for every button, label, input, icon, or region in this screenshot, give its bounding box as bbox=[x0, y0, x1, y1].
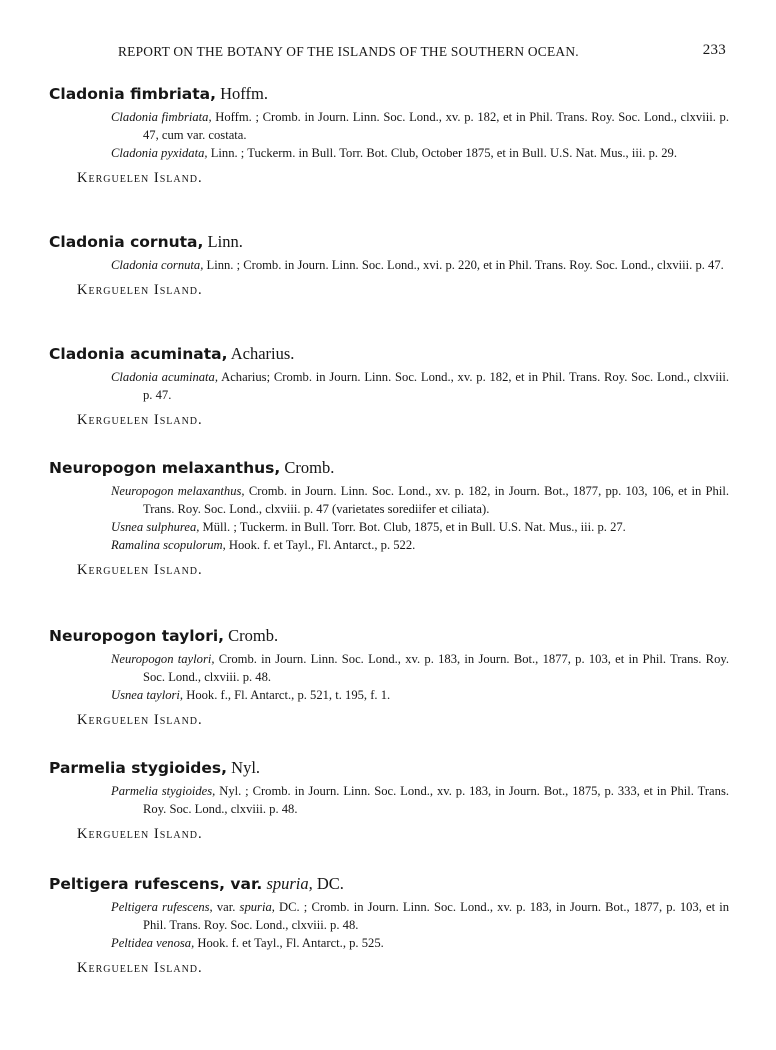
running-head bbox=[118, 44, 726, 60]
synonym bbox=[111, 518, 729, 536]
species-authority: Acharius. bbox=[230, 344, 295, 363]
synonym-citation: Linn. ; Tuckerm. in Bull. Torr. Bot. Club, October 1875, et in Bull. U.S. Nat. Mus., iii. p. 29. bbox=[210, 146, 677, 160]
species-name: Cladonia cornuta, bbox=[49, 233, 204, 251]
synonym-citation: Hook. f. et Tayl., Fl. Antarct., p. 525. bbox=[197, 936, 384, 950]
species-entry bbox=[49, 84, 729, 188]
synonym-citation: Nyl. ; Cromb. in Journ. Linn. Soc. Lond., xv. p. 183, in Journ. Bot., 1875, p. 333, et in Phil. Trans. Roy. Soc. Lond., clxviii. p. 48. bbox=[143, 784, 729, 816]
synonym-name: Peltigera rufescens, bbox=[111, 900, 213, 914]
synonym-variety: spuria, bbox=[239, 900, 275, 914]
synonym-name: Neuropogon melaxanthus, bbox=[111, 484, 245, 498]
synonym-citation: Müll. ; Tuckerm. in Bull. Torr. Bot. Club, 1875, et in Bull. U.S. Nat. Mus., iii. p. 27. bbox=[202, 520, 626, 534]
synonym-name: Cladonia pyxidata, bbox=[111, 146, 208, 160]
synonym-citation: Hook. f., Fl. Antarct., p. 521, t. 195, f. 1. bbox=[186, 688, 391, 702]
locality: Kerguelen Island. bbox=[77, 412, 203, 428]
species-name: Neuropogon melaxanthus, bbox=[49, 459, 281, 477]
synonym-name: Peltidea venosa, bbox=[111, 936, 195, 950]
species-entry bbox=[49, 232, 729, 300]
species-variety: spuria, bbox=[266, 874, 313, 893]
synonym-name: Ramalina scopulorum, bbox=[111, 538, 226, 552]
species-name: Neuropogon taylori, bbox=[49, 627, 225, 645]
synonym-name: Cladonia acuminata, bbox=[111, 370, 218, 384]
synonym-name: Cladonia fimbriata, bbox=[111, 110, 212, 124]
synonym-list bbox=[111, 650, 729, 704]
species-entry bbox=[49, 758, 729, 844]
synonym bbox=[111, 650, 729, 686]
synonym-citation: Hoffm. ; Cromb. in Journ. Linn. Soc. Lond., xv. p. 182, et in Phil. Trans. Roy. Soc. Lond., clxviii. p. 47, cum var. costata. bbox=[143, 110, 729, 142]
running-title: REPORT ON THE BOTANY OF THE ISLANDS OF THE SOUTHERN OCEAN. bbox=[118, 44, 579, 59]
synonym-citation: Cromb. in Journ. Linn. Soc. Lond., xv. p. 183, in Journ. Bot., 1877, p. 103, et in Phil. Trans. Roy. Soc. Lond., clxviii. p. 48. bbox=[143, 652, 729, 684]
synonym-name: Usnea taylori, bbox=[111, 688, 184, 702]
synonym bbox=[111, 934, 729, 952]
synonym bbox=[111, 536, 729, 554]
synonym-list bbox=[111, 108, 729, 162]
species-authority: DC. bbox=[316, 874, 344, 893]
synonym-name: Cladonia cornuta, bbox=[111, 258, 204, 272]
synonym-citation: DC. ; Cromb. in Journ. Linn. Soc. Lond., xv. p. 183, in Journ. Bot., 1877, p. 103, et in Phil. Trans. Roy. Soc. Lond., clxviii. p. 48. bbox=[143, 900, 730, 932]
synonym-citation: Cromb. in Journ. Linn. Soc. Lond., xv. p. 182, in Journ. Bot., 1877, pp. 103, 106, et in Phil. Trans. Roy. Soc. Lond., clxviii. p. 47 (varietates sorediifer et ciliata). bbox=[143, 484, 730, 516]
synonym bbox=[111, 144, 729, 162]
synonym-name: Neuropogon taylori, bbox=[111, 652, 215, 666]
synonym bbox=[111, 482, 729, 518]
synonym-name: Parmelia stygioides, bbox=[111, 784, 216, 798]
locality: Kerguelen Island. bbox=[77, 562, 203, 578]
species-heading bbox=[49, 458, 729, 478]
page-number: 233 bbox=[702, 42, 726, 58]
species-authority: Cromb. bbox=[284, 458, 335, 477]
synonym-list bbox=[111, 368, 729, 404]
synonym bbox=[111, 256, 729, 274]
species-authority: Cromb. bbox=[228, 626, 279, 645]
synonym bbox=[111, 898, 729, 934]
locality: Kerguelen Island. bbox=[77, 170, 203, 186]
synonym bbox=[111, 782, 729, 818]
locality: Kerguelen Island. bbox=[77, 826, 203, 842]
species-heading bbox=[49, 626, 729, 646]
locality: Kerguelen Island. bbox=[77, 282, 203, 298]
species-heading bbox=[49, 84, 729, 104]
synonym bbox=[111, 108, 729, 144]
species-name: Peltigera rufescens, var. bbox=[49, 875, 263, 893]
species-heading bbox=[49, 758, 729, 778]
species-heading bbox=[49, 232, 729, 252]
synonym-citation: Hook. f. et Tayl., Fl. Antarct., p. 522. bbox=[228, 538, 416, 552]
synonym-citation: Linn. ; Cromb. in Journ. Linn. Soc. Lond., xvi. p. 220, et in Phil. Trans. Roy. Soc. Lond., clxviii. p. 47. bbox=[206, 258, 724, 272]
species-entry bbox=[49, 458, 729, 580]
synonym-var-label: var. bbox=[216, 900, 236, 914]
synonym-name: Usnea sulphurea, bbox=[111, 520, 200, 534]
synonym-list bbox=[111, 482, 729, 554]
species-entry bbox=[49, 626, 729, 730]
species-name: Cladonia acuminata, bbox=[49, 345, 228, 363]
species-name: Cladonia fimbriata, bbox=[49, 85, 217, 103]
species-authority: Hoffm. bbox=[220, 84, 268, 103]
synonym-citation: Acharius; Cromb. in Journ. Linn. Soc. Lond., xv. p. 182, et in Phil. Trans. Roy. Soc. Lond., clxviii. p. 47. bbox=[143, 370, 729, 402]
species-entry bbox=[49, 874, 729, 978]
synonym-list bbox=[111, 782, 729, 818]
species-heading bbox=[49, 874, 729, 894]
species-authority: Linn. bbox=[207, 232, 243, 251]
synonym bbox=[111, 368, 729, 404]
locality: Kerguelen Island. bbox=[77, 960, 203, 976]
locality: Kerguelen Island. bbox=[77, 712, 203, 728]
species-entry bbox=[49, 344, 729, 430]
synonym-list bbox=[111, 898, 729, 952]
species-heading bbox=[49, 344, 729, 364]
synonym bbox=[111, 686, 729, 704]
species-authority: Nyl. bbox=[231, 758, 261, 777]
synonym-list bbox=[111, 256, 729, 274]
species-name: Parmelia stygioides, bbox=[49, 759, 228, 777]
